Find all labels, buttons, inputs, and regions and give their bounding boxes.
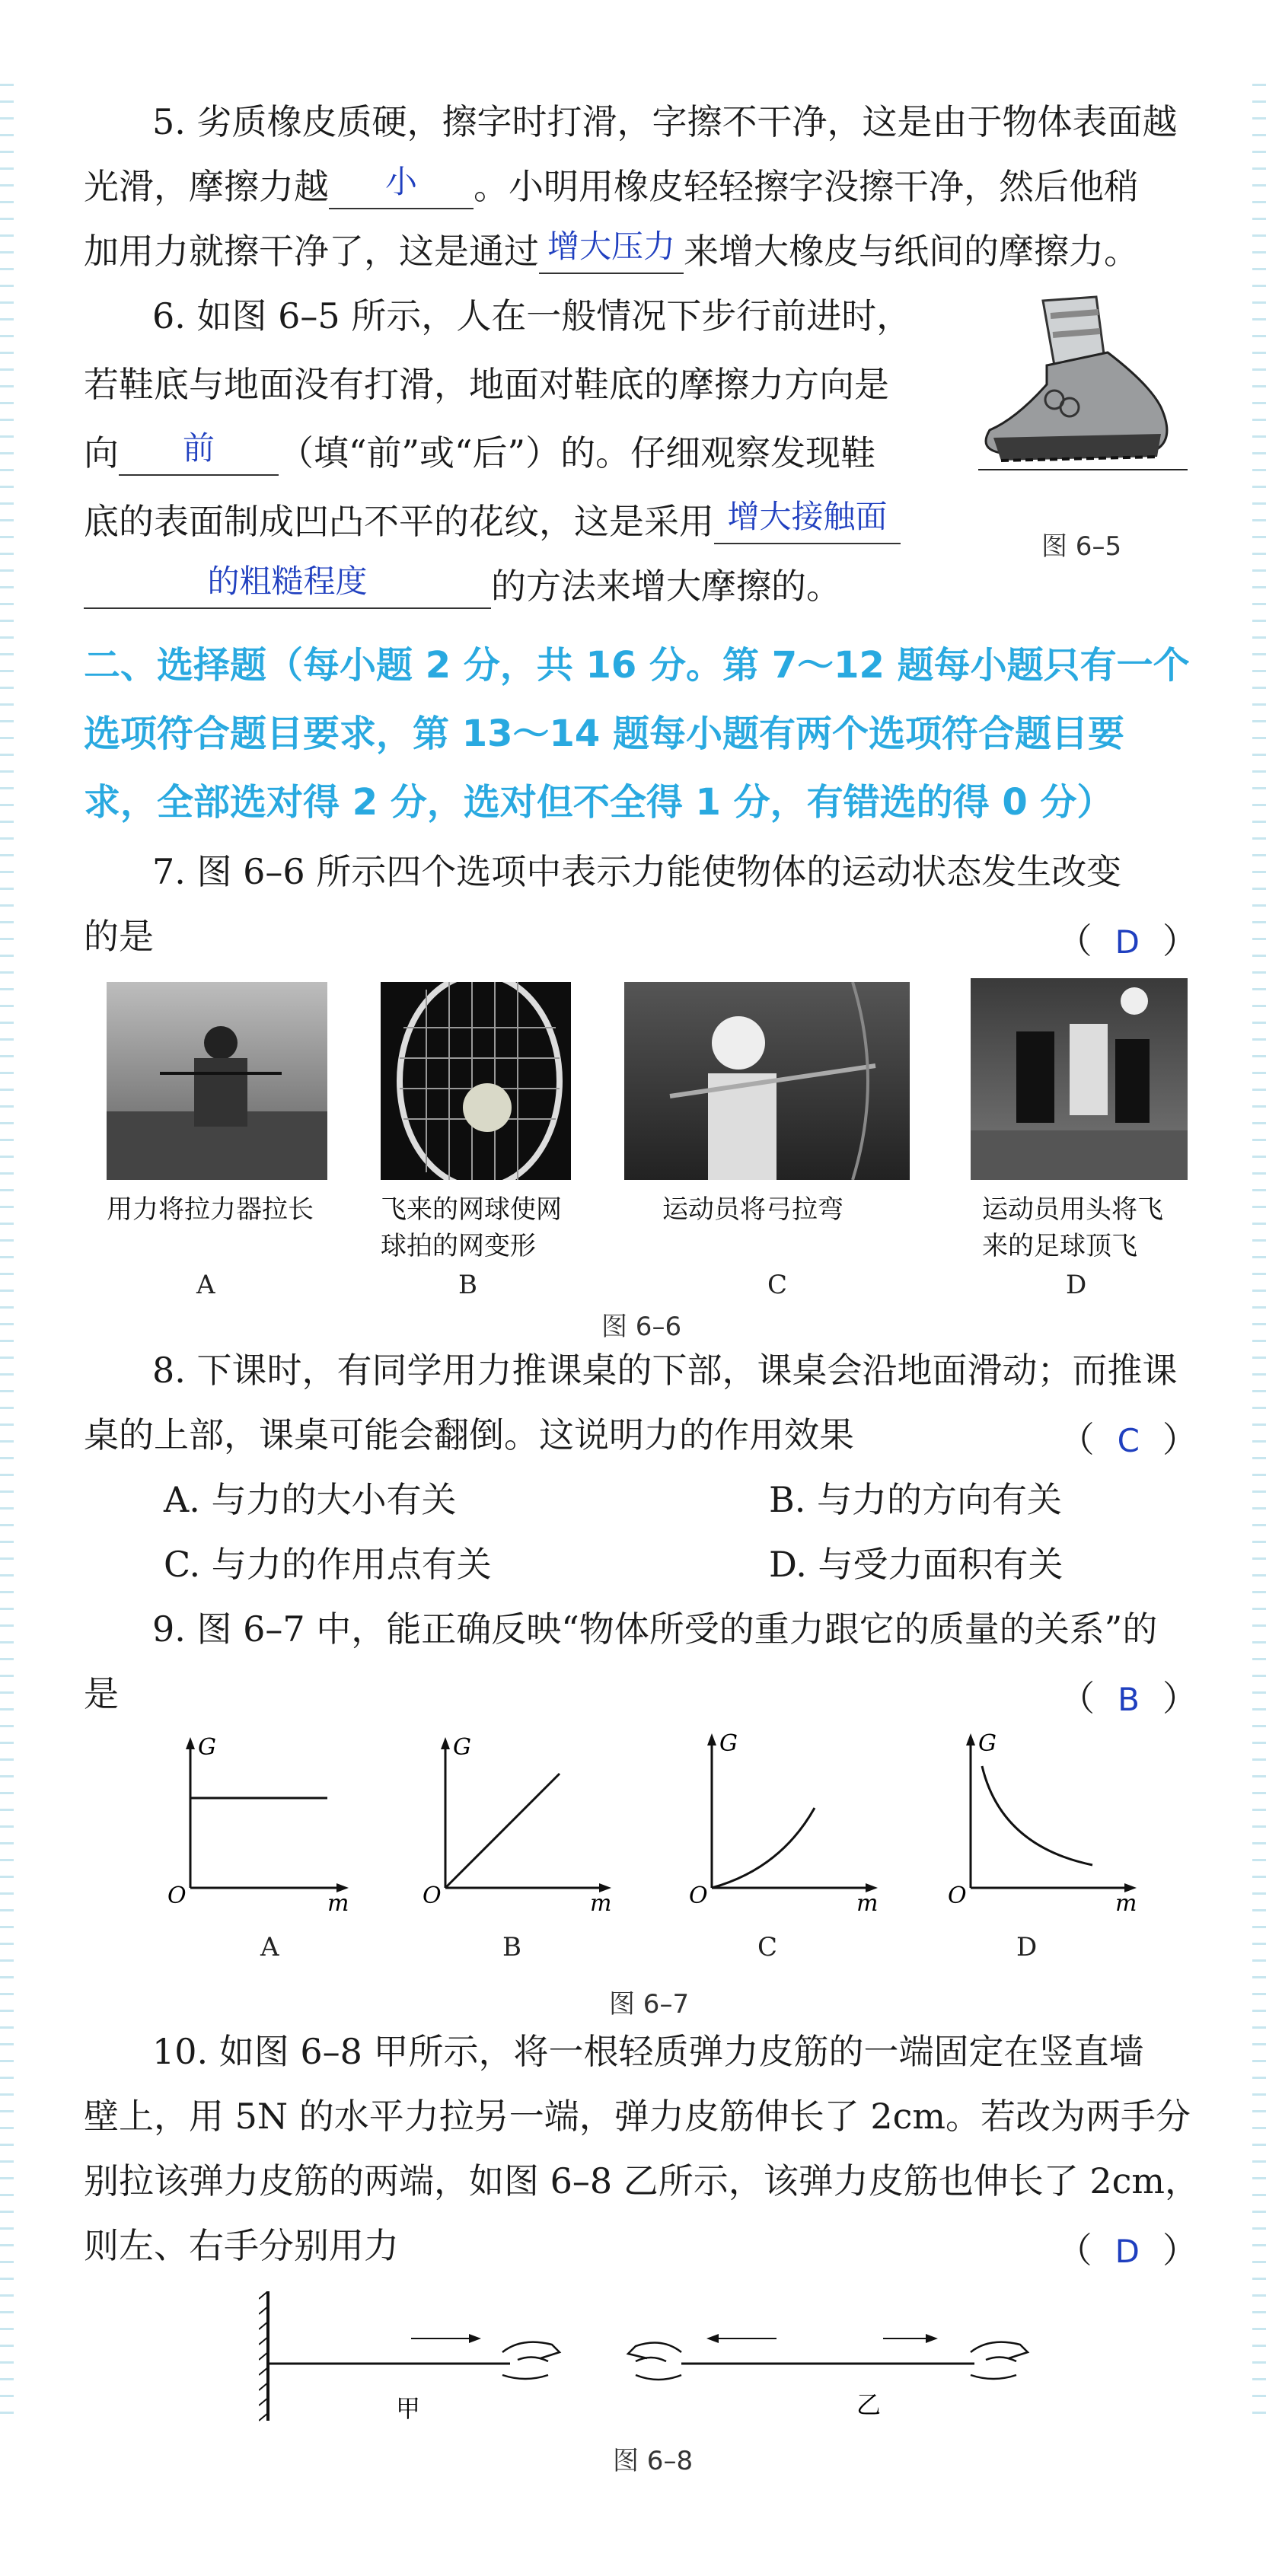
q5-line1: 5. 劣质橡皮质硬，擦字时打滑，字擦不干净，这是由于物体表面越 xyxy=(152,101,1178,142)
q5-answer1: 小 xyxy=(384,163,417,200)
q9-answer-box xyxy=(1060,1671,1197,1721)
graph-d-axis-g: G xyxy=(978,1730,997,1757)
graph-b-axis-m: m xyxy=(590,1890,612,1911)
graph-c-origin: O xyxy=(689,1883,708,1909)
q10-line1: 10. 如图 6–8 甲所示，将一根轻质弹力皮筋的一端固定在竖直墙 xyxy=(152,2031,1144,2072)
q10-paren-open: （ xyxy=(1057,2230,1092,2271)
q9-paren-open: （ xyxy=(1060,1678,1095,1719)
q5-line2-b: 。小明用橡皮轻轻擦字没擦干净，然后他稍 xyxy=(474,166,1139,207)
q9-letter-d: D xyxy=(1016,1932,1038,1962)
graph-a-constant xyxy=(152,1728,350,1911)
shoe-illustration xyxy=(971,293,1191,491)
q8-line2: 桌的上部，课桌可能会翻倒。这说明力的作用效果 xyxy=(84,1414,854,1455)
graph-a-axis-g: G xyxy=(198,1734,216,1761)
fig-6-8-label-jia: 甲 xyxy=(396,2394,421,2423)
graph-c-axis-g: G xyxy=(719,1730,738,1757)
q8-answer: C xyxy=(1117,1422,1140,1459)
fig-6-5-caption: 图 6–5 xyxy=(1041,531,1122,562)
q5-line3-a: 加用力就擦干净了，这是通过 xyxy=(84,231,539,272)
q6-blank1[interactable] xyxy=(119,429,279,476)
q6-line5 xyxy=(84,563,1205,609)
q9-letter-b: B xyxy=(502,1932,521,1962)
q7-option-b-caption-1: 飞来的网球使网 xyxy=(381,1194,562,1225)
graph-b-axis-g: G xyxy=(453,1734,471,1761)
graph-d-inverse xyxy=(940,1724,1138,1911)
graph-d-axis-m: m xyxy=(1115,1890,1137,1911)
q8-option-b[interactable]: B. 与力的方向有关 xyxy=(769,1479,1063,1520)
q6-answer2a: 增大接触面 xyxy=(727,498,888,535)
fig-6-7-caption: 图 6–7 xyxy=(609,1989,690,2020)
q10-paren-close: ） xyxy=(1162,2230,1197,2271)
q8-option-a[interactable]: A. 与力的大小有关 xyxy=(164,1479,457,1520)
q6-line5-b: 的方法来增大摩擦的。 xyxy=(491,566,841,607)
q6-line3-a: 向 xyxy=(84,432,119,473)
q8-option-c[interactable]: C. 与力的作用点有关 xyxy=(164,1544,492,1585)
q6-blank2b[interactable] xyxy=(84,563,491,609)
q5-answer2: 增大压力 xyxy=(547,228,675,265)
photo-c-archer xyxy=(624,982,910,1180)
q9-letter-a: A xyxy=(260,1932,279,1962)
q7-letter-a: A xyxy=(196,1270,215,1300)
graph-a-origin: O xyxy=(167,1883,187,1909)
q7-option-b-caption-2: 球拍的网变形 xyxy=(381,1231,536,1261)
graph-a-axis-m: m xyxy=(327,1890,349,1911)
q5-blank2[interactable] xyxy=(539,228,684,274)
q7-paren-open: （ xyxy=(1057,920,1092,961)
q8-option-d[interactable]: D. 与受力面积有关 xyxy=(769,1544,1064,1585)
photo-b-tennis xyxy=(381,982,571,1180)
q7-letter-b: B xyxy=(458,1270,477,1300)
q5-line3-b: 来增大橡皮与纸间的摩擦力。 xyxy=(684,231,1139,272)
q8-paren-close: ） xyxy=(1162,1419,1197,1460)
q7-option-d-caption-2: 来的足球顶飞 xyxy=(982,1231,1137,1261)
q6-answer1: 前 xyxy=(182,429,215,467)
graph-b-origin: O xyxy=(423,1883,442,1909)
graph-d-origin: O xyxy=(948,1883,967,1909)
q10-answer: D xyxy=(1115,2233,1140,2270)
q5-line3 xyxy=(84,228,1205,274)
q6-line4 xyxy=(84,499,1205,544)
q7-option-d-caption-1: 运动员用头将飞 xyxy=(982,1194,1163,1225)
section2-title-line1: 二、选择题（每小题 2 分，共 16 分。第 7～12 题每小题只有一个 xyxy=(84,644,1190,687)
fig-6-8-caption: 图 6–8 xyxy=(613,2446,694,2476)
q8-paren-open: （ xyxy=(1059,1419,1095,1460)
q7-line1: 7. 图 6–6 所示四个选项中表示力能使物体的运动状态发生改变 xyxy=(152,851,1122,892)
page-border-right xyxy=(1252,84,1266,2428)
q7-paren-close: ） xyxy=(1162,920,1197,961)
q6-line2: 若鞋底与地面没有打滑，地面对鞋底的摩擦力方向是 xyxy=(84,364,889,405)
section2-title-line2: 选项符合题目要求，第 13～14 题每小题有两个选项符合题目要 xyxy=(84,713,1125,755)
graph-c-axis-m: m xyxy=(856,1890,879,1911)
q7-option-c-caption: 运动员将弓拉弯 xyxy=(662,1194,843,1225)
q7-answer-box xyxy=(1057,913,1197,964)
q6-blank2a[interactable] xyxy=(714,498,901,544)
q7-answer: D xyxy=(1115,923,1140,961)
fig-6-8-label-yi: 乙 xyxy=(856,2390,882,2419)
q7-letter-d: D xyxy=(1066,1270,1087,1300)
q10-answer-box xyxy=(1057,2223,1197,2273)
q8-line1: 8. 下课时，有同学用力推课桌的下部，课桌会沿地面滑动；而推课 xyxy=(152,1350,1178,1391)
q5-line2 xyxy=(84,164,1205,209)
q10-line4: 则左、右手分别用力 xyxy=(84,2225,399,2266)
q10-line2: 壁上，用 5N 的水平力拉另一端，弹力皮筋伸长了 2cm。若改为两手分 xyxy=(84,2096,1191,2137)
q9-letter-c: C xyxy=(757,1932,778,1962)
page-border-left xyxy=(0,84,14,2428)
q6-answer2b: 的粗糙程度 xyxy=(207,563,368,600)
q8-answer-box xyxy=(1060,1412,1197,1462)
fig-6-8-rubber-band xyxy=(259,2291,1096,2425)
graph-b-proportional xyxy=(415,1728,613,1911)
q6-line3-b: （填“前”或“后”）的。仔细观察发现鞋 xyxy=(279,432,876,473)
q9-paren-close: ） xyxy=(1162,1678,1197,1719)
section2-title-line3: 求，全部选对得 2 分，选对但不全得 1 分，有错选的得 0 分） xyxy=(84,781,1114,824)
photo-a-expander xyxy=(107,982,327,1180)
q9-line2: 是 xyxy=(84,1673,119,1714)
q5-line2-a: 光滑，摩擦力越 xyxy=(84,166,329,207)
photo-d-football xyxy=(971,978,1188,1180)
q6-line4-a: 底的表面制成凹凸不平的花纹，这是采用 xyxy=(84,501,714,542)
q7-line2: 的是 xyxy=(84,916,154,957)
fig-6-6-caption: 图 6–6 xyxy=(601,1312,682,1342)
q9-answer: B xyxy=(1118,1681,1140,1718)
q10-line3: 别拉该弹力皮筋的两端，如图 6–8 乙所示，该弹力皮筋也伸长了 2cm， xyxy=(84,2160,1201,2201)
q6-line1: 6. 如图 6–5 所示，人在一般情况下步行前进时， xyxy=(152,295,912,336)
q7-letter-c: C xyxy=(767,1270,788,1300)
q9-line1: 9. 图 6–7 中，能正确反映“物体所受的重力跟它的质量的关系”的 xyxy=(152,1608,1158,1650)
graph-c-convex xyxy=(681,1724,879,1911)
q5-blank1[interactable] xyxy=(329,163,474,209)
q7-option-a-caption: 用力将拉力器拉长 xyxy=(107,1194,314,1225)
